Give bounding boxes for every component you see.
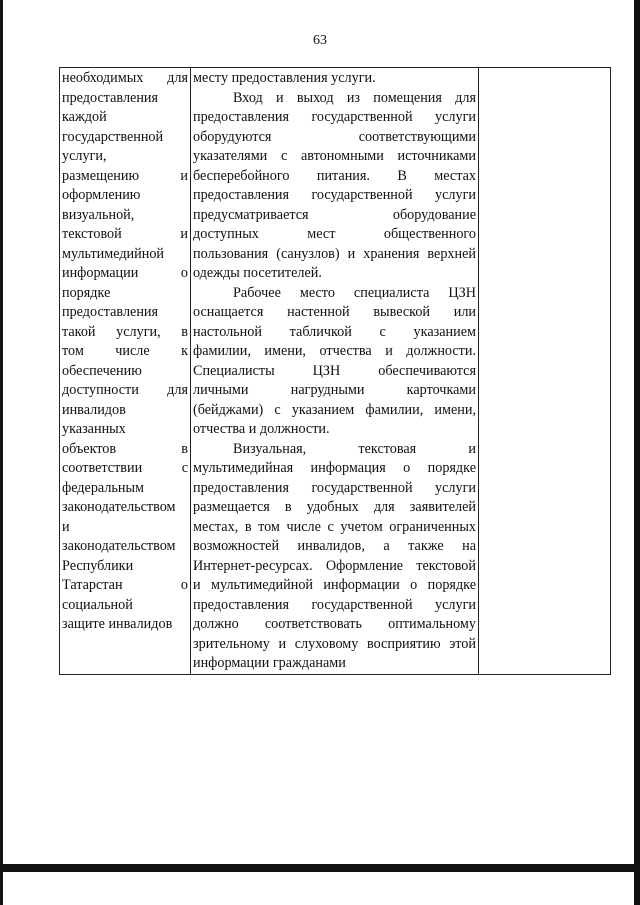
requirement-text-line: Интернет-ресурсах. Оформление текстовой: [193, 557, 476, 574]
requirement-text-line: размещается в удобных для заявителей: [193, 499, 476, 515]
requirement-name-line: инвалидов: [62, 401, 126, 418]
requirement-text-cell: [191, 68, 479, 675]
requirement-name-line: предоставления: [62, 304, 159, 320]
requirement-text-line: зрительному и слуховому восприятию этой: [193, 635, 476, 652]
requirement-text-line: предоставления государственной услуги: [193, 596, 476, 613]
requirement-text-line: предоставления государственной услуги: [193, 109, 476, 125]
requirement-text-line: доступных мест общественного: [193, 226, 476, 242]
requirement-name-line: размещению и: [62, 167, 188, 184]
requirement-name-line: и: [62, 518, 70, 535]
requirement-name-line: том числе к: [62, 343, 188, 359]
scan-bottom-bar: [0, 864, 640, 872]
requirement-text-line: одежды посетителей.: [193, 265, 322, 281]
empty-notes-cell: [479, 68, 611, 675]
requirement-text-line: предоставления государственной услуги: [193, 187, 476, 203]
requirement-text-line: местах, в том числе с учетом ограниченных: [193, 518, 476, 535]
requirement-text-line: должно соответствовать оптимальному: [193, 616, 476, 632]
scan-right-edge: [634, 0, 640, 905]
requirement-text-line: отчества и должности.: [193, 421, 330, 437]
requirement-text-line: предусматривается оборудование: [193, 206, 476, 223]
requirement-name-line: законодательством: [62, 499, 176, 515]
requirement-text-line: возможностей инвалидов, а также на: [193, 538, 476, 554]
requirement-text-line: Вход и выход из помещения для: [233, 89, 476, 106]
document-table: [59, 67, 611, 675]
requirement-name-line: оформлению: [62, 187, 141, 203]
requirement-name-line: информации о: [62, 265, 188, 281]
requirement-text-line: и мультимедийной информации о порядке: [193, 577, 476, 593]
requirement-text-line: фамилии, имени, отчества и должности.: [193, 343, 476, 359]
requirement-text-line: указателями с автономными источниками: [193, 148, 476, 164]
requirement-name-line: каждой: [62, 109, 107, 125]
requirement-text-line: месту предоставления услуги.: [193, 70, 376, 86]
requirement-name-line: предоставления: [62, 89, 159, 106]
requirement-text-line: Специалисты ЦЗН обеспечиваются: [193, 362, 476, 379]
requirement-name-line: указанных: [62, 421, 126, 437]
requirement-text-line: (бейджами) с указанием фамилии, имени,: [193, 401, 476, 418]
requirement-text-line: пользования (санузлов) и хранения верхней: [193, 245, 476, 262]
requirement-name-line: порядке: [62, 284, 111, 301]
requirement-name-line: законодательством: [62, 538, 176, 554]
requirement-text-line: оборудуются соответствующими: [193, 128, 476, 145]
requirement-text-line: Рабочее место специалиста ЦЗН: [233, 284, 476, 301]
requirement-text-line: информации гражданами: [193, 655, 346, 671]
requirement-text-line: настольной табличкой с указанием: [193, 323, 476, 340]
requirement-name-line: услуги,: [62, 148, 107, 164]
requirement-name-line: Татарстан о: [62, 577, 188, 593]
requirement-text-line: бесперебойного питания. В местах: [193, 167, 476, 184]
requirement-name-line: мультимедийной: [62, 245, 165, 262]
requirement-name-line: государственной: [62, 128, 164, 145]
requirement-name-line: текстовой и: [62, 226, 188, 242]
requirement-name-line: необходимых для: [62, 70, 188, 86]
requirement-name-line: соответствии с: [62, 460, 188, 476]
requirement-name-line: социальной: [62, 596, 133, 613]
requirement-name-line: федеральным: [62, 479, 144, 496]
requirement-name-cell: [60, 68, 191, 675]
requirement-name-line: доступности для: [62, 382, 188, 398]
scan-left-edge: [0, 0, 3, 905]
requirement-text-line: оснащается настенной вывеской или: [193, 304, 476, 320]
requirement-name-line: объектов в: [62, 440, 188, 457]
requirement-text-line: предоставления государственной услуги: [193, 479, 476, 496]
requirement-name-line: такой услуги, в: [62, 323, 188, 340]
requirement-text-line: личными нагрудными карточками: [193, 382, 476, 398]
requirement-name-line: защите инвалидов: [62, 616, 173, 632]
requirement-text-line: Визуальная, текстовая и: [233, 440, 476, 457]
requirement-name-line: визуальной,: [62, 206, 135, 223]
table-row: [60, 68, 611, 675]
requirement-text-line: мультимедийная информация о порядке: [193, 460, 476, 476]
requirement-name-line: обеспечению: [62, 362, 142, 379]
page-number: 63: [313, 33, 327, 48]
requirement-name-line: Республики: [62, 557, 134, 574]
